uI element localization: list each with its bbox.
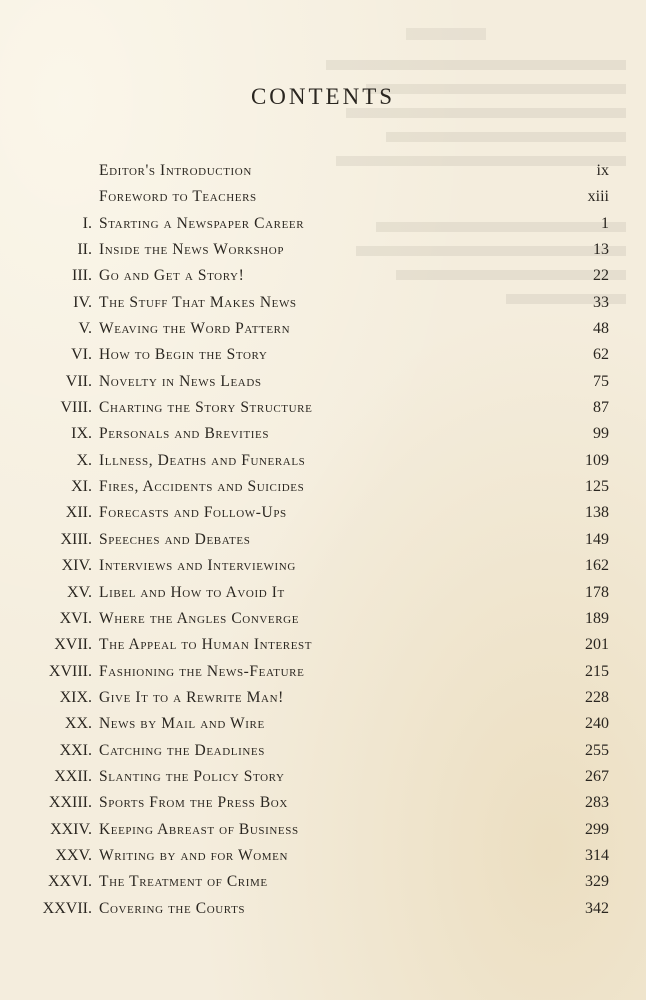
toc-entry — [0, 632, 646, 658]
chapter-number: XXVI. — [48, 873, 92, 891]
toc-entry — [0, 869, 646, 895]
page-number: 149 — [585, 530, 609, 548]
chapter-number: XXI. — [59, 741, 92, 759]
toc-entry — [0, 685, 646, 711]
toc-entry — [0, 843, 646, 869]
page-number: 13 — [593, 241, 609, 259]
toc-entry — [0, 500, 646, 526]
chapter-number: XIII. — [60, 530, 92, 548]
toc-entry — [0, 527, 646, 553]
page-number: 329 — [585, 873, 609, 891]
chapter-number: XVII. — [54, 636, 92, 654]
chapter-number: IX. — [71, 425, 92, 443]
chapter-title: Slanting the Policy Story — [99, 767, 285, 785]
page-number: 178 — [585, 583, 609, 601]
chapter-title: Writing by and for Women — [99, 846, 289, 864]
chapter-number: XXVII. — [42, 899, 92, 917]
chapter-title: Inside the News Workshop — [99, 241, 285, 259]
chapter-title: Forecasts and Follow-Ups — [99, 504, 287, 522]
toc-entry — [0, 316, 646, 342]
chapter-title: Go and Get a Story! — [99, 267, 245, 285]
chapter-title: How to Begin the Story — [99, 346, 268, 364]
toc-entry — [0, 817, 646, 843]
toc-entry — [0, 738, 646, 764]
chapter-title: Libel and How to Avoid It — [99, 583, 285, 601]
page-number: 22 — [593, 267, 609, 285]
page-number: 1 — [601, 214, 609, 232]
page-number: 109 — [585, 451, 609, 469]
toc-entry — [0, 290, 646, 316]
page-number: 299 — [585, 820, 609, 838]
page-number: 314 — [585, 846, 609, 864]
chapter-number: XVIII. — [48, 662, 92, 680]
chapter-title: The Appeal to Human Interest — [99, 636, 313, 654]
chapter-title: Fashioning the News-Feature — [99, 662, 305, 680]
chapter-number: XXIII. — [48, 794, 92, 812]
toc-entry — [0, 342, 646, 368]
page-number: 87 — [593, 399, 609, 417]
chapter-title: Sports From the Press Box — [99, 794, 288, 812]
chapter-title: The Stuff That Makes News — [99, 293, 297, 311]
page-number: 201 — [585, 636, 609, 654]
chapter-title: Covering the Courts — [99, 899, 246, 917]
chapter-number: XXIV. — [50, 820, 92, 838]
chapter-title: News by Mail and Wire — [99, 715, 265, 733]
toc-entry — [0, 184, 646, 210]
chapter-number: V. — [78, 320, 92, 338]
chapter-title: Where the Angles Converge — [99, 609, 300, 627]
toc-entry — [0, 580, 646, 606]
chapter-title: Keeping Abreast of Business — [99, 820, 299, 838]
page-number: 189 — [585, 609, 609, 627]
chapter-number: VIII. — [60, 399, 92, 417]
table-of-contents — [0, 158, 646, 922]
toc-entry — [0, 764, 646, 790]
chapter-title: Charting the Story Structure — [99, 399, 313, 417]
chapter-number: XII. — [65, 504, 92, 522]
toc-entry — [0, 395, 646, 421]
page-number: 267 — [585, 767, 609, 785]
chapter-title: Give It to a Rewrite Man! — [99, 688, 284, 706]
chapter-title: Catching the Deadlines — [99, 741, 265, 759]
chapter-number: VII. — [65, 372, 92, 390]
page-number: 215 — [585, 662, 609, 680]
page-number: 342 — [585, 899, 609, 917]
chapter-number: VI. — [71, 346, 92, 364]
toc-entry — [0, 263, 646, 289]
chapter-number: XVI. — [59, 609, 92, 627]
chapter-title: Interviews and Interviewing — [99, 557, 296, 575]
toc-entry — [0, 659, 646, 685]
page-title: CONTENTS — [250, 84, 396, 109]
toc-entry — [0, 421, 646, 447]
toc-entry — [0, 711, 646, 737]
toc-entry — [0, 553, 646, 579]
toc-entry — [0, 211, 646, 237]
chapter-title: Fires, Accidents and Suicides — [99, 478, 305, 496]
chapter-number: XI. — [71, 478, 92, 496]
toc-entry — [0, 237, 646, 263]
page-number: 162 — [585, 557, 609, 575]
toc-entry — [0, 158, 646, 184]
chapter-title: Foreword to Teachers — [99, 188, 257, 206]
toc-entry — [0, 474, 646, 500]
chapter-title: Personals and Brevities — [99, 425, 270, 443]
chapter-number: XX. — [64, 715, 92, 733]
chapter-number: X. — [76, 451, 92, 469]
toc-entry — [0, 369, 646, 395]
page-number: 255 — [585, 741, 609, 759]
chapter-number: XV. — [66, 583, 92, 601]
page-number: 48 — [593, 320, 609, 338]
chapter-title: Novelty in News Leads — [99, 372, 262, 390]
chapter-number: XXV. — [55, 846, 92, 864]
chapter-title: Editor's Introduction — [99, 162, 252, 179]
page-number: 62 — [593, 346, 609, 364]
page-number: 99 — [593, 425, 609, 443]
chapter-title: The Treatment of Crime — [99, 873, 268, 891]
page-number: 33 — [593, 293, 609, 311]
page-number: ix — [596, 162, 609, 179]
toc-entry — [0, 896, 646, 922]
page-number: 75 — [593, 372, 609, 390]
chapter-number: I. — [82, 214, 92, 232]
page-number: 283 — [585, 794, 609, 812]
page-number: xiii — [587, 188, 609, 206]
chapter-number: XIX. — [59, 688, 92, 706]
toc-entry — [0, 606, 646, 632]
page-number: 240 — [585, 715, 609, 733]
chapter-title: Illness, Deaths and Funerals — [99, 451, 306, 469]
chapter-number: IV. — [73, 293, 92, 311]
page-number: 125 — [585, 478, 609, 496]
toc-entry — [0, 448, 646, 474]
chapter-number: XIV. — [61, 557, 92, 575]
chapter-title: Speeches and Debates — [99, 530, 251, 548]
chapter-number: XXII. — [54, 767, 92, 785]
toc-entry — [0, 790, 646, 816]
chapter-number: III. — [72, 267, 92, 285]
page-number: 228 — [585, 688, 609, 706]
chapter-title: Starting a Newspaper Career — [99, 214, 305, 232]
chapter-title: Weaving the Word Pattern — [99, 320, 291, 338]
page-number: 138 — [585, 504, 609, 522]
chapter-number: II. — [77, 241, 92, 259]
